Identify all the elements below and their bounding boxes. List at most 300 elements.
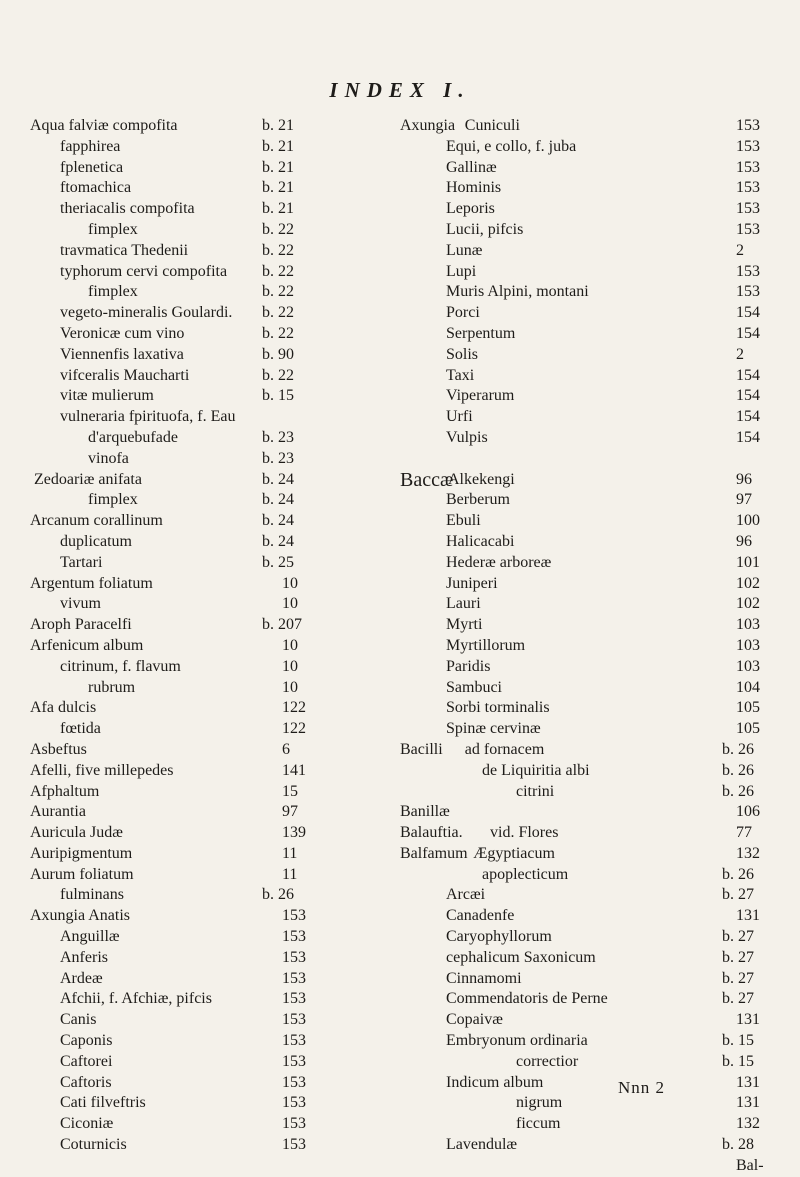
entry-term: Zedoariæ anifata (34, 470, 142, 488)
entry-page: b. 21 (262, 158, 294, 176)
index-entry (400, 719, 778, 740)
entry-page: b. 23 (262, 449, 294, 467)
entry-term: fplenetica (60, 158, 124, 176)
entry-term: Asbeftus (30, 740, 87, 758)
entry-term: Vulpis (446, 428, 488, 446)
entry-page: 96 (736, 532, 752, 550)
index-entry (30, 532, 440, 553)
entry-term: Caftoris (60, 1073, 112, 1091)
entry-term: Lucii, pifcis (446, 220, 524, 238)
entry-page: 154 (736, 366, 760, 384)
entry-term: vitæ mulierum (60, 387, 154, 405)
entry-term: Arfenicum album (30, 636, 144, 654)
entry-page: 15 (282, 782, 298, 800)
index-entry (400, 386, 778, 407)
entry-page: 153 (282, 1115, 306, 1133)
index-entry (30, 885, 440, 906)
entry-page: b. 24 (262, 491, 294, 509)
entry-term: Auricula Judæ (30, 824, 123, 842)
entry-term: Caponis (60, 1032, 113, 1050)
entry-term: Ebuli (446, 512, 481, 530)
entry-term: ficcum (516, 1115, 561, 1133)
entry-page: 132 (736, 1115, 760, 1133)
entry-page: b. 22 (262, 283, 294, 301)
entry-term: Argentum foliatum (30, 574, 153, 592)
entry-term: Embryonum ordinaria (446, 1032, 588, 1050)
entry-term: nigrum (516, 1094, 563, 1112)
index-entry (400, 802, 778, 823)
entry-term: Ardeæ (60, 969, 103, 987)
index-entry (400, 574, 778, 595)
entry-page: 154 (736, 408, 760, 426)
entry-term: Viennenfis laxativa (60, 345, 184, 363)
entry-page: 11 (282, 865, 298, 883)
index-entry (400, 345, 778, 366)
index-entry (400, 948, 778, 969)
entry-page: 153 (736, 179, 760, 197)
index-entry (400, 1093, 778, 1114)
index-entry (400, 782, 778, 803)
entry-term: Coturnicis (60, 1136, 127, 1154)
entry-heading: Banillæ (400, 803, 450, 821)
entry-term: Cuniculi (464, 117, 520, 134)
entry-page: b. 26 (722, 740, 754, 758)
index-entry (30, 989, 440, 1010)
entry-page: 106 (736, 803, 760, 821)
entry-term: Auripigmentum (30, 844, 133, 862)
index-entry (400, 511, 778, 532)
right-column (400, 116, 778, 1177)
entry-page: 139 (282, 824, 306, 842)
entry-page: 153 (736, 220, 760, 238)
entry-term: Lunæ (446, 241, 483, 259)
entry-page: b. 26 (722, 782, 754, 800)
index-entry (30, 719, 440, 740)
index-entry (400, 137, 778, 158)
index-entry (400, 844, 778, 865)
entry-heading: Axungia (400, 117, 456, 134)
entry-term: Taxi (446, 366, 475, 384)
entry-term: vivum (60, 595, 101, 613)
entry-term: Axungia Anatis (30, 907, 130, 925)
entry-term: Cati filveftris (60, 1094, 146, 1112)
entry-page: b. 24 (262, 470, 294, 488)
index-entry (400, 1156, 778, 1177)
entry-term: Juniperi (446, 574, 498, 592)
index-entry (400, 906, 778, 927)
entry-page: 10 (282, 574, 298, 592)
entry-page: 154 (736, 387, 760, 405)
index-entry (400, 1031, 778, 1052)
entry-term: duplicatum (60, 532, 132, 550)
entry-page: b. 22 (262, 324, 294, 342)
index-entry (30, 366, 440, 387)
entry-page: 131 (736, 1011, 760, 1029)
index-entry (30, 823, 440, 844)
entry-page: b. 27 (722, 886, 754, 904)
entry-term: Anferis (60, 948, 108, 966)
index-entry (400, 885, 778, 906)
index-entry (400, 490, 778, 511)
entry-term: Commendatoris de Perne (446, 990, 608, 1008)
entry-page: b. 24 (262, 532, 294, 550)
index-entry (30, 199, 440, 220)
entry-page: 105 (736, 699, 760, 717)
index-entry (30, 678, 440, 699)
entry-term: Hominis (446, 179, 502, 197)
entry-term: Tartari (60, 553, 103, 571)
index-entry (400, 407, 778, 428)
index-entry (30, 1135, 440, 1156)
index-entry (30, 490, 440, 511)
index-entry (400, 1073, 778, 1094)
entry-page: b. 21 (262, 200, 294, 218)
index-entry (30, 470, 440, 491)
entry-term: Lavendulæ (446, 1136, 518, 1154)
entry-page: Bal- (736, 1156, 764, 1174)
entry-term: Porci (446, 304, 480, 322)
entry-term: ad fornacem (464, 740, 545, 758)
entry-term: Lupi (446, 262, 477, 280)
index-entry (30, 511, 440, 532)
index-entry (30, 1093, 440, 1114)
index-entry (30, 220, 440, 241)
entry-page: b. 22 (262, 262, 294, 280)
entry-page: 153 (736, 200, 760, 218)
entry-term: d'arquebufade (88, 428, 178, 446)
entry-term: Canis (60, 1011, 97, 1029)
page-footer: Nnn 2 (618, 1078, 666, 1097)
entry-page: 154 (736, 428, 760, 446)
index-entry (30, 844, 440, 865)
entry-page: 141 (282, 761, 306, 779)
entry-term: de Liquiritia albi (482, 761, 590, 779)
index-entry (400, 324, 778, 345)
entry-page: 153 (736, 283, 760, 301)
index-entry (30, 324, 440, 345)
entry-heading: Balfamum (400, 844, 468, 862)
entry-term: fimplex (88, 491, 138, 509)
entry-page: 153 (282, 1073, 306, 1091)
entry-heading: Bacilli (400, 740, 443, 758)
index-entry (400, 158, 778, 179)
index-entry (30, 116, 440, 137)
entry-page: 153 (736, 117, 760, 134)
entry-page: 153 (282, 907, 306, 925)
entry-page: 96 (736, 470, 752, 488)
index-entry (400, 1135, 778, 1156)
entry-page: b. 22 (262, 366, 294, 384)
index-entry (30, 262, 440, 283)
entry-page: b. 90 (262, 345, 294, 363)
entry-term: vulneraria fpirituofa, f. Eau (60, 408, 236, 426)
entry-page: 103 (736, 657, 760, 675)
entry-term: vegeto-mineralis Goulardi. (60, 304, 233, 322)
entry-page: 10 (282, 678, 298, 696)
entry-page: 97 (736, 491, 752, 509)
index-entry (400, 470, 778, 491)
entry-term: vinofa (88, 449, 129, 467)
entry-page: 102 (736, 595, 760, 613)
index-entry (400, 1114, 778, 1135)
index-entry (400, 698, 778, 719)
entry-term: Paridis (446, 657, 491, 675)
entry-page: 122 (282, 699, 306, 717)
entry-term: Sambuci (446, 678, 502, 696)
entry-page: 77 (736, 824, 752, 842)
entry-term: Myrti (446, 616, 483, 634)
entry-page: b. 27 (722, 928, 754, 946)
entry-term: Sorbi torminalis (446, 699, 550, 717)
index-entry (30, 906, 440, 927)
index-entry (400, 761, 778, 782)
index-entry (30, 782, 440, 803)
entry-page: 153 (282, 1032, 306, 1050)
entry-page: 153 (282, 990, 306, 1008)
index-entry (30, 407, 440, 428)
index-entry (400, 262, 778, 283)
entry-page: 102 (736, 574, 760, 592)
index-entry (30, 927, 440, 948)
entry-term: Spinæ cervinæ (446, 720, 541, 738)
entry-page: 131 (736, 1073, 760, 1091)
index-entry (30, 969, 440, 990)
entry-term: ftomachica (60, 179, 132, 197)
entry-page: b. 207 (262, 616, 302, 634)
entry-page: b. 27 (722, 948, 754, 966)
index-entry (30, 740, 440, 761)
entry-page: 131 (736, 907, 760, 925)
entry-term: Viperarum (446, 387, 515, 405)
index-entry (30, 865, 440, 886)
index-entry (400, 553, 778, 574)
entry-page: 153 (282, 928, 306, 946)
entry-page: b. 15 (722, 1032, 754, 1050)
entry-term: Anguillæ (60, 928, 120, 946)
index-entry (400, 532, 778, 553)
entry-term: Canadenfe (446, 907, 515, 925)
entry-term: typhorum cervi compofita (60, 262, 228, 280)
entry-term: fapphirea (60, 137, 121, 155)
index-entry (30, 428, 440, 449)
entry-page: b. 27 (722, 990, 754, 1008)
entry-term: Equi, e collo, f. juba (446, 137, 577, 155)
entry-heading: Balauftia. (400, 824, 463, 842)
entry-page: 153 (282, 1136, 306, 1154)
entry-term: theriacalis compofita (60, 200, 195, 218)
entry-page: 153 (736, 158, 760, 176)
page-header: INDEX I. (329, 78, 471, 102)
index-entry (400, 615, 778, 636)
entry-term: Lauri (446, 595, 481, 613)
index-entry (30, 615, 440, 636)
entry-page: 153 (736, 137, 760, 155)
entry-page: 153 (736, 262, 760, 280)
entry-term: Leporis (446, 200, 495, 218)
index-entry (30, 636, 440, 657)
index-entry (30, 1052, 440, 1073)
entry-term: Cinnamomi (446, 969, 522, 987)
index-entry (30, 345, 440, 366)
entry-term: fulminans (60, 886, 124, 904)
entry-page: 153 (282, 1052, 306, 1070)
entry-page: 131 (736, 1094, 760, 1112)
entry-page: 10 (282, 657, 298, 675)
index-entry (400, 449, 778, 470)
entry-page: 97 (282, 803, 298, 821)
index-entry (400, 740, 778, 761)
entry-term: Indicum album (446, 1073, 544, 1091)
index-entry (30, 1114, 440, 1135)
entry-page: 132 (736, 844, 760, 862)
entry-term: travmatica Thedenii (60, 241, 189, 259)
entry-page: 10 (282, 595, 298, 613)
entry-page: b. 21 (262, 179, 294, 197)
index-entry (30, 594, 440, 615)
entry-term: vid. Flores (490, 824, 559, 842)
entry-term: Alkekengi (448, 470, 515, 488)
index-entry (400, 989, 778, 1010)
entry-term: citrini (516, 782, 555, 800)
entry-page: b. 28 (722, 1136, 754, 1154)
index-entry (400, 678, 778, 699)
index-entry (400, 823, 778, 844)
entry-page: 6 (282, 740, 290, 758)
index-entry (30, 802, 440, 823)
entry-term: Caryophyllorum (446, 928, 552, 946)
entry-page: b. 26 (722, 761, 754, 779)
index-entry (400, 969, 778, 990)
entry-term: apoplecticum (482, 865, 569, 883)
entry-page: b. 25 (262, 553, 294, 571)
entry-term: Ægyptiacum (473, 844, 555, 862)
entry-page: b. 21 (262, 117, 294, 134)
index-entry (400, 865, 778, 886)
entry-term: rubrum (88, 678, 136, 696)
entry-term: Arcæi (446, 886, 486, 904)
index-entry (400, 1010, 778, 1031)
entry-page: b. 27 (722, 969, 754, 987)
entry-term: fimplex (88, 220, 138, 238)
entry-page: b. 24 (262, 512, 294, 530)
entry-page: 104 (736, 678, 760, 696)
entry-page: b. 22 (262, 220, 294, 238)
index-entry (30, 574, 440, 595)
index-entry (400, 303, 778, 324)
entry-page: b. 21 (262, 137, 294, 155)
entry-term: Gallinæ (446, 158, 497, 176)
entry-term: Aurum foliatum (30, 865, 134, 883)
entry-page: 153 (282, 1011, 306, 1029)
left-column (30, 116, 440, 1156)
entry-page: b. 22 (262, 304, 294, 322)
entry-term: Afa dulcis (30, 699, 97, 717)
entry-term: Afelli, five millepedes (30, 761, 174, 779)
entry-page: 154 (736, 324, 760, 342)
entry-term: Aurantia (30, 803, 86, 821)
index-entry (30, 158, 440, 179)
index-entry (30, 386, 440, 407)
index-entry (30, 1073, 440, 1094)
entry-term: vifceralis Maucharti (60, 366, 190, 384)
entry-heading: Baccæ (400, 468, 454, 491)
entry-term: Aroph Paracelfi (30, 616, 132, 634)
index-entry (400, 116, 778, 137)
index-entry (30, 137, 440, 158)
entry-page: 101 (736, 553, 760, 571)
entry-page: 103 (736, 616, 760, 634)
entry-page: b. 15 (262, 387, 294, 405)
index-entry (30, 553, 440, 574)
entry-page: 103 (736, 636, 760, 654)
entry-page: b. 26 (722, 865, 754, 883)
entry-term: Arcanum corallinum (30, 512, 163, 530)
entry-term: fimplex (88, 283, 138, 301)
entry-term: Afchii, f. Afchiæ, pifcis (60, 990, 212, 1008)
entry-term: Serpentum (446, 324, 516, 342)
index-entry (400, 199, 778, 220)
entry-page: 2 (736, 241, 744, 259)
entry-term: Solis (446, 345, 479, 363)
entry-term: Hederæ arboreæ (446, 553, 552, 571)
index-entry (30, 657, 440, 678)
index-entry (30, 178, 440, 199)
index-entry (400, 366, 778, 387)
index-entry (30, 1031, 440, 1052)
entry-term: Copaivæ (446, 1011, 503, 1029)
index-entry (400, 282, 778, 303)
entry-term: Caftorei (60, 1052, 113, 1070)
index-entry (30, 282, 440, 303)
index-entry (30, 241, 440, 262)
entry-term: correctior (516, 1052, 579, 1070)
entry-page: 100 (736, 512, 760, 530)
entry-term: fœtida (60, 720, 101, 738)
entry-term: citrinum, f. flavum (60, 657, 181, 675)
entry-term: Urfi (446, 408, 473, 426)
index-entry (400, 220, 778, 241)
entry-page: 11 (282, 844, 298, 862)
index-entry (400, 1052, 778, 1073)
entry-page: 122 (282, 720, 306, 738)
index-entry (30, 1010, 440, 1031)
index-entry (400, 636, 778, 657)
entry-term: Berberum (446, 491, 510, 509)
index-entry (400, 178, 778, 199)
entry-page: 10 (282, 636, 298, 654)
index-entry (30, 948, 440, 969)
entry-page: 2 (736, 345, 744, 363)
index-entry (400, 594, 778, 615)
entry-page: b. 23 (262, 428, 294, 446)
entry-term: Ciconiæ (60, 1115, 114, 1133)
entry-term: Veronicæ cum vino (60, 324, 185, 342)
entry-term: Halicacabi (446, 532, 515, 550)
entry-page: 153 (282, 969, 306, 987)
entry-term: Myrtillorum (446, 636, 526, 654)
entry-page: b. 26 (262, 886, 294, 904)
index-entry (30, 303, 440, 324)
entry-term: Afphaltum (30, 782, 100, 800)
index-entry (400, 241, 778, 262)
index-entry (400, 428, 778, 449)
entry-term: cephalicum Saxonicum (446, 948, 596, 966)
entry-page: b. 15 (722, 1052, 754, 1070)
index-entry (400, 657, 778, 678)
entry-page: b. 22 (262, 241, 294, 259)
entry-page: 153 (282, 1094, 306, 1112)
entry-page: 154 (736, 304, 760, 322)
